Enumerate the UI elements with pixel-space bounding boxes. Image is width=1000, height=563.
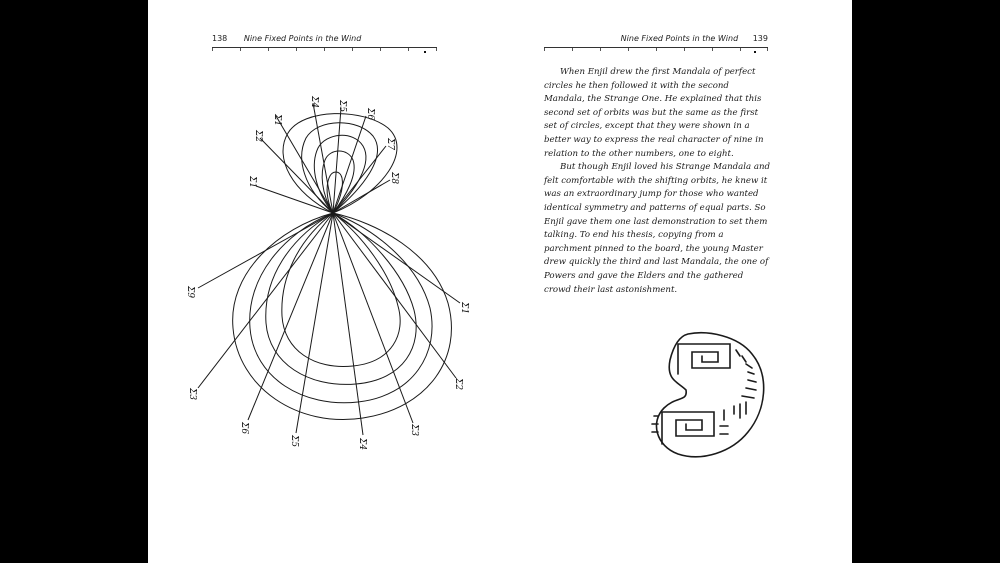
figure-label: Σ4 <box>357 438 367 451</box>
left-header-rule <box>212 47 437 48</box>
figure-label: Σ3 <box>187 388 197 401</box>
right-page <box>500 0 852 563</box>
right-rule-marker <box>754 51 756 53</box>
book-spread <box>148 0 852 563</box>
figure-label: Σ2 <box>453 378 463 391</box>
figure-label: Σ2 <box>253 130 263 143</box>
figure-label: Σ6 <box>239 422 249 435</box>
figure-label: Σ9 <box>185 286 195 299</box>
figure-label: Σ7 <box>385 138 395 151</box>
left-page <box>148 0 500 563</box>
figure-label: Σ1 <box>459 302 469 315</box>
left-running-title: Nine Fixed Points in the Wind <box>243 34 362 43</box>
right-page-number: 139 <box>752 34 768 43</box>
paragraph: When Enjil drew the first Mandala of perfect circles he then followed it with the second Mandala, the Strange One. He explained that this second set of orbits was but the same as the first set of circles, except that they were shown in a better way to express the real character of nine in relation to the other numbers, one to eight. <box>544 67 764 159</box>
figure-label: Σ5 <box>337 100 347 113</box>
right-page-header <box>621 34 768 43</box>
figure-label: Σ5 <box>289 435 299 448</box>
figure-label: Σ6 <box>365 108 375 121</box>
strange-mandala-figure <box>178 88 478 458</box>
figure-label: Σ1 <box>272 114 282 127</box>
figure-label: Σ8 <box>389 172 399 185</box>
body-text <box>544 66 772 297</box>
figure-label: Σ4 <box>309 96 319 109</box>
left-rule-marker <box>424 51 426 53</box>
left-page-header <box>212 34 361 43</box>
figure-label: Σ1 <box>247 176 257 189</box>
paragraph: But though Enjil loved his Strange Mandala and felt comfortable with the shifting orbits, he knew it was an extraordinary jump for those who wanted identical symmetry and patterns of equal parts. So Enjil gave them one last demonstration to set them talking. To end his thesis, copying from a parchment pinned to the board, the young Master drew quickly the third and last Mandala, the one of Powers and gave the Elders and the gathered crowd their last astonishment. <box>544 162 770 295</box>
figure-label: Σ3 <box>409 424 419 437</box>
left-page-number: 138 <box>212 34 228 43</box>
right-header-rule <box>544 47 768 48</box>
right-running-title: Nine Fixed Points in the Wind <box>620 34 739 43</box>
spiral-glyph-figure <box>648 330 778 462</box>
